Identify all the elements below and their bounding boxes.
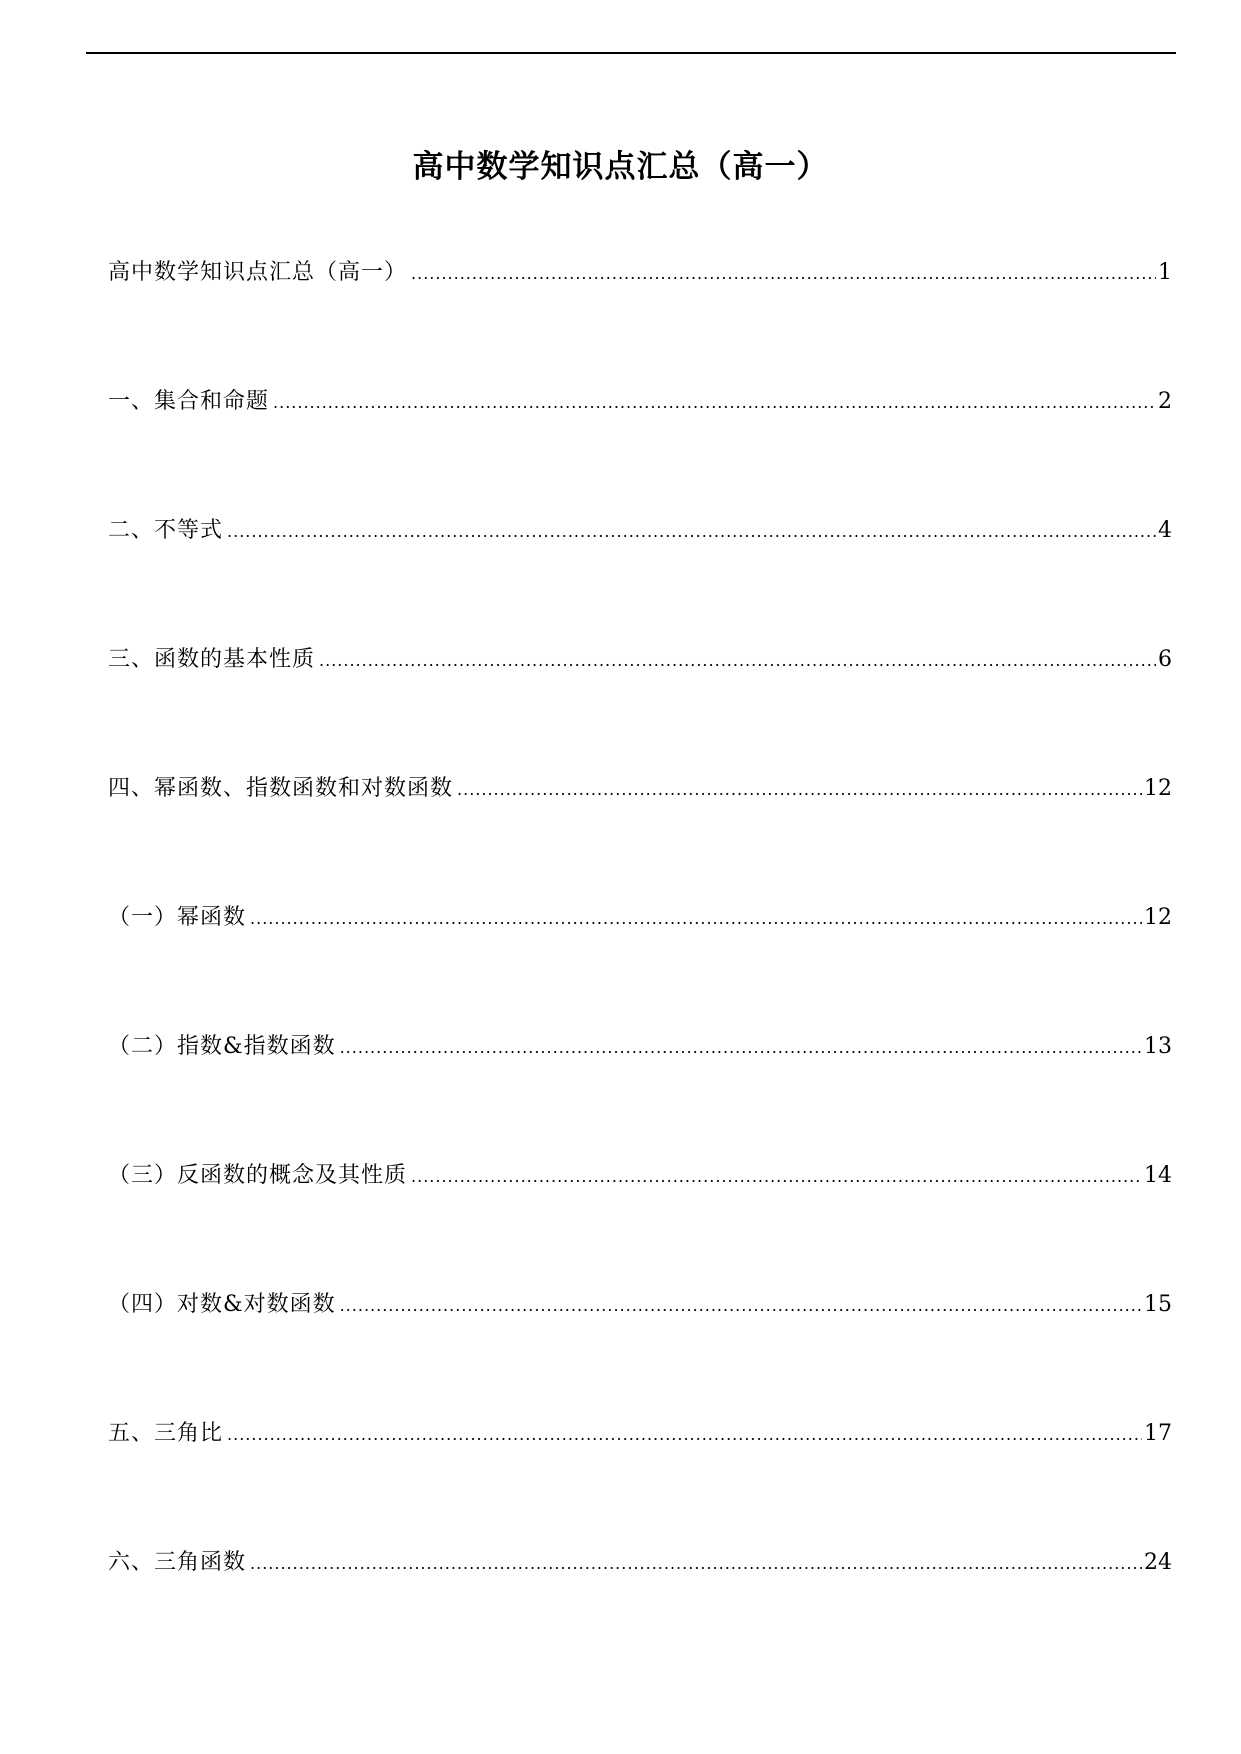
toc-dot-leader — [411, 1162, 1142, 1192]
toc-entry-page: 13 — [1144, 1034, 1172, 1059]
toc-entry[interactable] — [108, 516, 1172, 645]
toc-dot-leader — [250, 904, 1142, 934]
toc-entry[interactable] — [108, 1548, 1172, 1677]
toc-dot-leader — [273, 388, 1156, 418]
toc-dot-leader — [227, 1420, 1142, 1450]
toc-entry-label: 四、幂函数、指数函数和对数函数 — [108, 776, 454, 801]
toc-entry-label: 二、不等式 — [108, 518, 224, 543]
toc-entry-page: 12 — [1144, 905, 1172, 930]
document-title: 高中数学知识点汇总（高一） — [412, 148, 829, 185]
toc-entry-page: 1 — [1158, 260, 1172, 285]
toc-entry-page: 6 — [1158, 647, 1172, 672]
toc-entry-page: 15 — [1144, 1292, 1172, 1317]
toc-entry-label: 六、三角函数 — [108, 1550, 247, 1575]
toc-entry-label: 一、集合和命题 — [108, 389, 270, 414]
header-rule — [86, 52, 1176, 54]
toc-dot-leader — [340, 1291, 1142, 1321]
toc-entry-label: （三）反函数的概念及其性质 — [108, 1163, 408, 1188]
toc-entry[interactable] — [108, 1419, 1172, 1548]
toc-entry[interactable] — [108, 774, 1172, 903]
toc-entry-page: 2 — [1158, 389, 1172, 414]
table-of-contents — [108, 258, 1172, 1677]
toc-entry-label: （一）幂函数 — [108, 905, 247, 930]
toc-entry-label: 高中数学知识点汇总（高一） — [108, 260, 408, 285]
toc-entry-label: 五、三角比 — [108, 1421, 224, 1446]
toc-entry[interactable] — [108, 645, 1172, 774]
toc-entry-page: 17 — [1144, 1421, 1172, 1446]
toc-entry[interactable] — [108, 1290, 1172, 1419]
toc-dot-leader — [319, 646, 1156, 676]
toc-entry-page: 4 — [1158, 518, 1172, 543]
toc-entry-page: 12 — [1144, 776, 1172, 801]
toc-entry-page: 24 — [1144, 1550, 1172, 1575]
toc-entry[interactable] — [108, 258, 1172, 387]
toc-dot-leader — [411, 259, 1156, 289]
toc-dot-leader — [227, 517, 1156, 547]
toc-entry[interactable] — [108, 903, 1172, 1032]
toc-entry-label: 三、函数的基本性质 — [108, 647, 316, 672]
toc-entry[interactable] — [108, 1161, 1172, 1290]
toc-entry-label: （四）对数&对数函数 — [108, 1292, 336, 1317]
toc-entry[interactable] — [108, 387, 1172, 516]
toc-entry-label: （二）指数&指数函数 — [108, 1034, 336, 1059]
toc-dot-leader — [457, 775, 1142, 805]
toc-dot-leader — [340, 1033, 1142, 1063]
toc-entry-page: 14 — [1144, 1163, 1172, 1188]
toc-dot-leader — [250, 1549, 1142, 1579]
toc-entry[interactable] — [108, 1032, 1172, 1161]
